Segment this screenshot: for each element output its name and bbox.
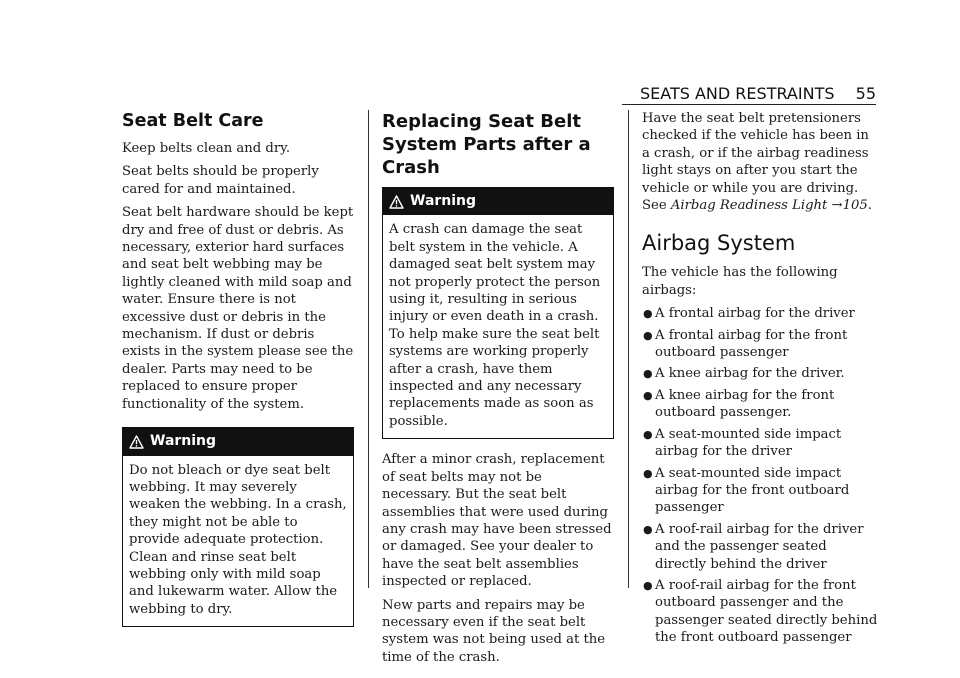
list-item: ● A roof-rail airbag for the driver and the passenger seated directly behind the driver [643,521,864,572]
warning-header [123,428,353,455]
running-header [640,84,876,103]
list-item: ● A knee airbag for the driver. [643,366,845,382]
section-title: SEATS AND RESTRAINTS [640,84,835,103]
warning-text: A crash can damage the seat belt system in the vehicle. A damaged seat belt system may not properly protect the person using it, resulting in serious injury or even death in a crash. To help make sure the seat belt systems are working properly after a crash, have them inspected and any necessary replacements made as soon as possible. [389,222,601,429]
header-rule [622,104,876,105]
paragraph: The vehicle has the following airbags: [642,265,838,298]
warning-label: Warning [150,433,217,450]
list-item: ● A seat-mounted side impact airbag for the front outboard passenger [643,465,850,516]
paragraph: Seat belts should be properly cared for and maintained. [122,164,319,197]
section-heading: Airbag System [642,231,796,256]
paragraph: Seat belt hardware should be kept dry and free of dust or debris. As necessary, exterior hard surfaces and seat belt webbing may be lightly cleaned with mild soap and water. Ensure there is not excessive dust or debris in the mechanism. If dust or debris exists in the system please see the dealer. Parts may need to be replaced to ensure proper functionality of the system. [122,205,354,412]
list-item: ● A roof-rail airbag for the front outboard passenger and the passenger seated directly behind the front outboard passenger [643,577,878,646]
bullet-icon: ● [643,522,653,536]
section-heading: Replacing Seat Belt System Parts after a Crash [382,111,591,178]
column-2 [382,110,614,672]
page-number: 55 [855,84,876,103]
list-item: ● A knee airbag for the front outboard passenger. [643,387,835,421]
pretensioner-text: Have the seat belt pretensioners checked if the vehicle has been in a crash, or if the airbag readiness light stays on after you start the vehicle or while you are driving. See [642,111,869,214]
list-item: ● A frontal airbag for the front outboard passenger [643,327,848,361]
paragraph: New parts and repairs may be necessary even if the seat belt system was not being used at the time of the crash. [382,597,606,665]
page-reference[interactable]: 105 [842,198,868,214]
column-1 [122,110,354,639]
list-item: ● A seat-mounted side impact airbag for the driver [643,426,842,460]
warning-box [382,187,614,439]
column-divider-2 [628,110,629,588]
section-heading: Seat Belt Care [122,111,264,131]
bullet-icon: ● [643,388,653,402]
warning-icon [389,195,404,209]
bullet-icon: ● [643,367,653,381]
bullet-icon: ● [643,578,653,592]
bullet-icon: ● [643,466,653,480]
column-divider-1 [368,110,369,588]
warning-box [122,427,354,627]
cross-reference-link[interactable]: Airbag Readiness Light [670,198,828,214]
paragraph: Keep belts clean and dry. [122,141,291,156]
page-ref-arrow-icon: → [831,198,843,214]
bullet-icon: ● [643,328,653,342]
bullet-icon: ● [643,307,653,321]
warning-label: Warning [410,193,477,209]
paragraph: After a minor crash, replacement of seat belts may not be necessary. But the seat belt assemblies that were used during any crash may have been stressed or damaged. See your dealer to have the seat belt assemblies inspected or replaced. [382,452,612,590]
paragraph: Have the seat belt pretensioners checked if the vehicle has been in a crash, or if the airbag readiness light stays on after you start the vehicle or while you are driving. See Airbag Readiness Light →105. [642,111,872,214]
warning-icon [129,435,144,449]
warning-text: Do not bleach or dye seat belt webbing. It may severely weaken the webbing. In a crash, they might not be able to provide adequate protection. Clean and rinse seat belt webbing only with mild soap and lukewarm water. Allow the webbing to dry. [129,462,347,617]
column-3 [642,110,880,651]
bullet-icon: ● [643,427,653,441]
warning-header [383,188,613,215]
airbag-list [642,305,880,646]
list-item: ● A frontal airbag for the driver [643,306,855,322]
